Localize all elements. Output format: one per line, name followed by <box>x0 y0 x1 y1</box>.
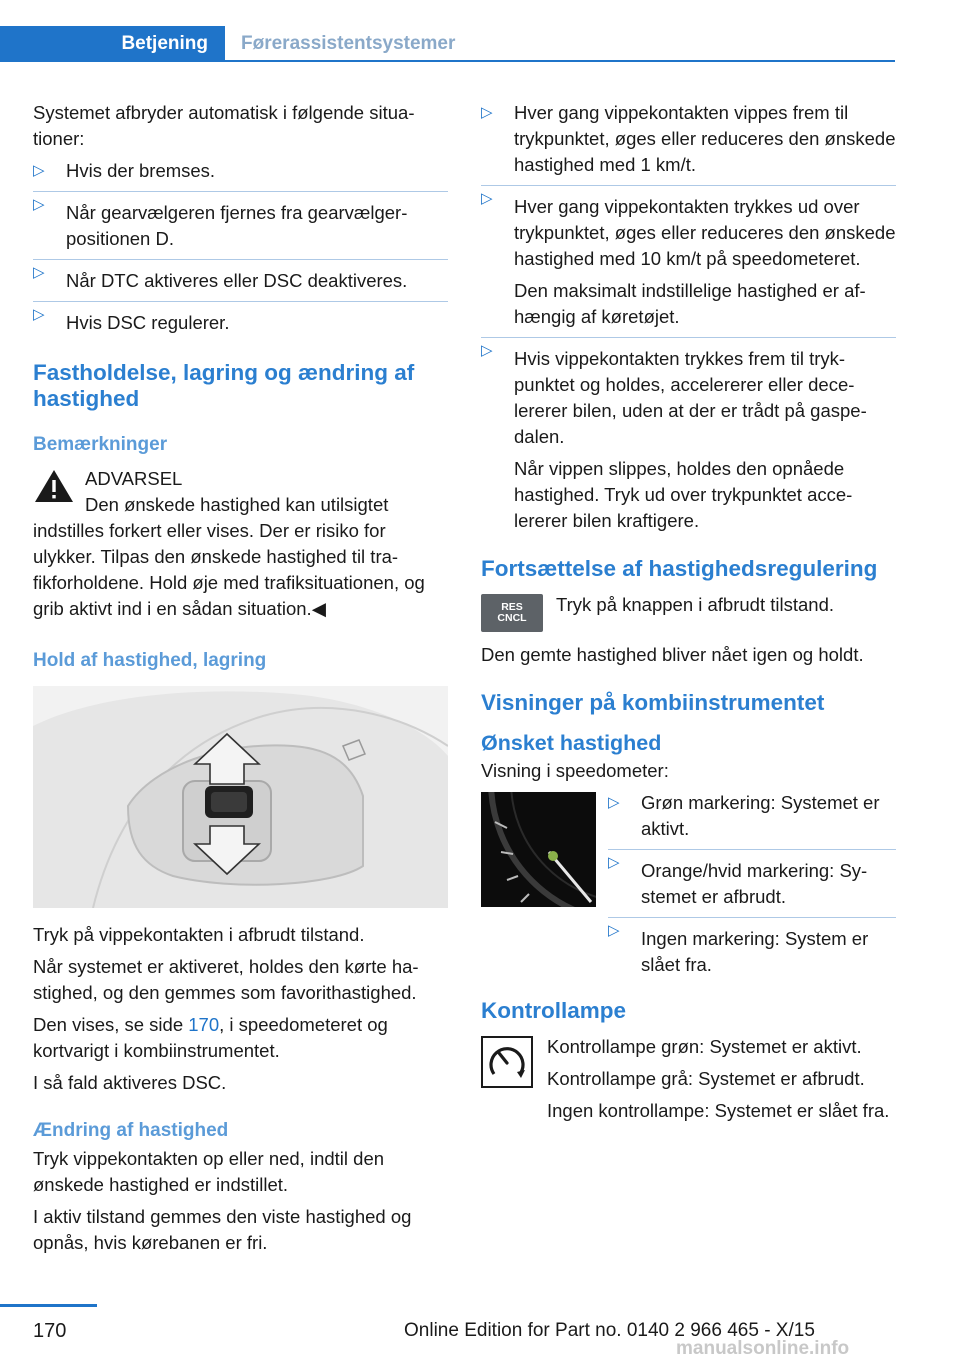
rocker-list <box>481 100 896 534</box>
watermark: manualsonline.info <box>676 1338 850 1359</box>
list-item: ▷ Hver gang vippekontakten vippes frem til trykpunktet, øges eller reduceres den ønskede hastighed med 1 km/t. <box>481 102 896 175</box>
header-rule <box>225 60 895 62</box>
heading-fortsaettelse: Fortsættelse af hastighedsregulering <box>481 556 878 581</box>
bullet-triangle-icon: ▷ <box>33 196 45 213</box>
chapter-header <box>0 0 895 62</box>
steering-wheel-illustration <box>33 686 448 908</box>
heading-hold: Hold af hastighed, lagring <box>33 650 267 671</box>
paragraph: Tryk på vippekontakten i afbrudt tilstand. <box>33 924 365 945</box>
interrupt-list <box>33 158 448 336</box>
res-cncl-button-icon: RES CNCL <box>481 594 543 632</box>
paragraph: Kontrollampe grå: Systemet er afbrudt. <box>547 1068 865 1089</box>
bullet-triangle-icon: ▷ <box>481 190 493 207</box>
list-item: ▷ Når DTC aktiveres eller DSC deaktiveres. <box>33 259 448 294</box>
bullet-triangle-icon: ▷ <box>481 342 493 359</box>
paragraph: I aktiv tilstand gemmes den viste hastighed og opnås, hvis kørebanen er fri. <box>33 1206 412 1253</box>
speedometer-row <box>481 790 896 978</box>
cruise-control-lamp-icon <box>481 1036 533 1088</box>
heading-kontrollampe: Kontrollampe <box>481 998 627 1023</box>
warning-block <box>33 466 448 622</box>
list-item: ▷ Hvis vippekontakten trykkes frem til trykpunktet og holdes, accelererer eller decelererer bilen, uden at der er trådt på gaspedalen. Når vippen slippes, holdes den opnåede hastighed. Tryk ud over trykpunktet accelererer bilen kraftigere. <box>481 337 896 534</box>
list-item: ▷ Når gearvælgeren fjernes fra gearvælgerpositionen D. <box>33 191 448 252</box>
bullet-triangle-icon: ▷ <box>33 264 45 281</box>
left-column <box>33 100 448 1262</box>
warning-title: ADVARSEL <box>85 468 183 489</box>
bullet-triangle-icon: ▷ <box>481 104 493 121</box>
list-item: ▷ Orange/hvid markering: Systemet er afbrudt. <box>608 849 896 910</box>
bullet-triangle-icon: ▷ <box>33 306 45 323</box>
speedometer-list <box>608 790 896 978</box>
list-item: ▷ Ingen markering: System er slået fra. <box>608 917 896 978</box>
paragraph: Visning i speedometer: <box>481 760 669 781</box>
rocker-switch-illustration <box>33 686 448 908</box>
edition-footer: Online Edition for Part no. 0140 2 966 465 - X/15 <box>404 1320 815 1341</box>
heading-bemaerkninger: Bemærkninger <box>33 434 168 455</box>
bullet-triangle-icon: ▷ <box>33 162 45 179</box>
paragraph: Den gemte hastighed bliver nået igen og holdt. <box>481 644 864 665</box>
tab-forerassistentsystemer[interactable]: Førerassistentsystemer <box>241 33 456 54</box>
page-link-170[interactable]: 170 <box>188 1014 220 1035</box>
speedometer-image <box>481 792 596 907</box>
list-item: ▷ Hvis der bremses. <box>33 158 448 184</box>
bullet-triangle-icon: ▷ <box>608 922 620 939</box>
kontrollampe-block <box>481 1034 896 1124</box>
tab-betjening[interactable]: Betjening <box>0 26 225 62</box>
paragraph: I så fald aktiveres DSC. <box>33 1072 227 1093</box>
paragraph: Den vises, se side 170, i speedometeret og kortvarigt i kombiinstrumentet. <box>33 1014 388 1061</box>
paragraph: Kontrollampe grøn: Systemet er aktivt. <box>547 1036 862 1057</box>
list-item: ▷ Hvis DSC regulerer. <box>33 301 448 336</box>
paragraph: Når systemet er aktiveret, holdes den kørte hastighed, og den gemmes som favorithastighed. <box>33 956 419 1003</box>
res-instruction: Tryk på knappen i afbrudt tilstand. <box>556 594 834 615</box>
res-button-row <box>481 592 896 636</box>
heading-aendring: Ændring af hastighed <box>33 1120 229 1141</box>
right-column <box>481 100 896 1130</box>
heading-visninger: Visninger på kombiinstrumentet <box>481 690 825 715</box>
heading-onsket: Ønsket hastighed <box>481 731 662 755</box>
paragraph: Tryk vippekontakten op eller ned, indtil den ønskede hastighed er indstillet. <box>33 1148 385 1195</box>
heading-fastholdelse: Fastholdelse, lagring og ændring af hastighed <box>33 360 415 411</box>
warning-text: Den ønskede hastighed kan utilsigtet indstilles forkert eller vises. Der er risiko for ulykker. Tilpas den ønskede hastighed til trafikforholdene. Hold øje med trafiksituationen, og grib aktivt ind i en sådan situation.◀ <box>33 494 425 619</box>
bullet-triangle-icon: ▷ <box>608 854 620 871</box>
list-item: ▷ Hver gang vippekontakten trykkes ud over trykpunktet, øges eller reduceres den ønskede hastighed med 10 km/t på speedometeret. Den maksimalt indstillelige hastighed er afhængig af køretøjet. <box>481 185 896 330</box>
speedometer-needle-icon <box>481 792 596 907</box>
paragraph: Ingen kontrollampe: Systemet er slået fra. <box>547 1100 890 1121</box>
warning-triangle-icon <box>33 468 75 504</box>
page-number-rule <box>0 1304 97 1307</box>
bullet-triangle-icon: ▷ <box>608 794 620 811</box>
page-number: 170 <box>33 1320 67 1342</box>
list-item: ▷ Grøn markering: Systemet er aktivt. <box>608 792 880 839</box>
intro-paragraph: Systemet afbryder automatisk i følgende situationer: <box>33 102 415 149</box>
